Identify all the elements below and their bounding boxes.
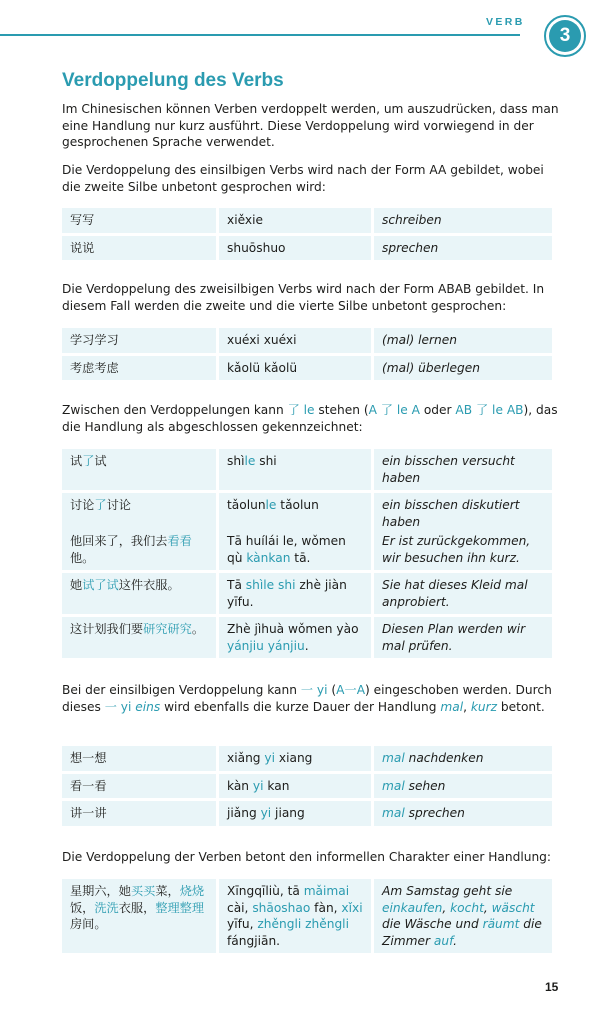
german-cell: (mal) überlegen bbox=[374, 356, 552, 381]
highlight: eins bbox=[135, 699, 161, 714]
chapter-number: 3 bbox=[549, 20, 581, 52]
text: kàn bbox=[227, 778, 253, 793]
text: 他。 bbox=[70, 550, 95, 565]
german-cell: ein bisschen versucht haben bbox=[374, 449, 552, 490]
pinyin-cell: xiěxie bbox=[219, 208, 371, 233]
table-row bbox=[62, 236, 552, 261]
pinyin-cell bbox=[219, 879, 371, 953]
highlight: 一 yi bbox=[104, 699, 136, 714]
chinese-cell: 讲一讲 bbox=[62, 801, 216, 826]
page-number: 15 bbox=[545, 980, 559, 994]
german-cell: ein bisschen diskutiert haben bbox=[374, 493, 552, 534]
german-cell: (mal) lernen bbox=[374, 328, 552, 353]
highlight: 了 bbox=[82, 454, 95, 468]
text: 这计划我们要 bbox=[70, 622, 144, 636]
text: . bbox=[453, 933, 458, 948]
text: ( bbox=[327, 683, 337, 697]
highlight: 整理整理 bbox=[155, 900, 205, 915]
highlight: yi bbox=[264, 751, 276, 765]
chinese-cell: 看一看 bbox=[62, 774, 216, 799]
text: , bbox=[463, 699, 471, 714]
text: jiǎng bbox=[227, 806, 261, 820]
text: xiang bbox=[275, 751, 313, 765]
highlight: kurz bbox=[470, 699, 498, 714]
highlight: A 了 le A bbox=[368, 403, 420, 417]
pinyin-cell bbox=[219, 449, 371, 490]
highlight: mal bbox=[440, 699, 464, 714]
text: sehen bbox=[404, 778, 446, 793]
chinese-cell bbox=[62, 449, 216, 490]
yi-paragraph bbox=[62, 682, 562, 715]
text: die Zimmer bbox=[382, 917, 542, 948]
highlight: 了 le bbox=[287, 403, 315, 417]
text: 讨论 bbox=[70, 498, 95, 512]
table-row bbox=[62, 449, 552, 490]
text: 这件衣服。 bbox=[118, 578, 180, 592]
text: tǎolun bbox=[276, 498, 319, 512]
chinese-cell: 说说 bbox=[62, 236, 216, 261]
text: , bbox=[483, 900, 492, 915]
chinese-cell bbox=[62, 617, 216, 658]
chinese-cell bbox=[62, 573, 216, 614]
table-row bbox=[62, 879, 552, 953]
text: tǎolun bbox=[227, 498, 266, 512]
chinese-cell: 学习学习 bbox=[62, 328, 216, 353]
le-paragraph bbox=[62, 402, 562, 435]
text: Bei der einsilbigen Verdoppelung kann bbox=[62, 683, 301, 697]
text: 她 bbox=[70, 578, 83, 592]
table-row bbox=[62, 328, 552, 353]
text: Am Samstag geht sie bbox=[382, 884, 513, 898]
text: 讨论 bbox=[106, 498, 131, 512]
highlight: le bbox=[265, 498, 277, 512]
text: fàn, bbox=[310, 900, 342, 915]
text: Xīngqīliù, tā bbox=[227, 884, 304, 898]
abab-paragraph: Die Verdoppelung des zweisilbigen Verbs wird nach der Form ABAB gebildet. In diesem Fall werden die zweite und die vierte Silbe unbetont gesprochen: bbox=[62, 282, 545, 313]
text: shì bbox=[227, 454, 245, 468]
pinyin-cell bbox=[219, 529, 371, 570]
intro-paragraph: Im Chinesischen können Verben verdoppelt werden, um auszudrücken, dass man eine Handlung nur kurz ausführt. Diese Verdoppelung wird vorwiegend in der gesprochenen Sprache verwendet. bbox=[62, 102, 559, 149]
chinese-cell: 想一想 bbox=[62, 746, 216, 771]
highlight: mal bbox=[382, 751, 405, 765]
chapter-badge bbox=[544, 15, 586, 57]
text: Zhè jìhuà wǒmen yào bbox=[227, 622, 359, 636]
text: xiǎng bbox=[227, 751, 265, 765]
text: tā. bbox=[290, 550, 311, 565]
highlight: xǐxi bbox=[341, 900, 363, 915]
chinese-cell bbox=[62, 529, 216, 570]
pinyin-cell bbox=[219, 801, 371, 826]
table-row bbox=[62, 573, 552, 614]
highlight: mǎimai bbox=[303, 884, 350, 898]
german-cell bbox=[374, 746, 552, 771]
aa-paragraph: Die Verdoppelung des einsilbigen Verbs wird nach der Form AA gebildet, wobei die zweite Silbe unbetont gesprochen wird: bbox=[62, 163, 544, 194]
text: yīfu, bbox=[227, 917, 258, 931]
chinese-cell bbox=[62, 879, 216, 953]
table-row bbox=[62, 774, 552, 799]
le-table bbox=[59, 446, 555, 537]
highlight: le bbox=[244, 454, 256, 468]
informal-table bbox=[59, 876, 555, 956]
text: 饭， bbox=[70, 900, 95, 915]
highlight: mal bbox=[382, 806, 405, 820]
text: kan bbox=[263, 778, 290, 793]
page-title: Verdoppelung des Verbs bbox=[62, 70, 284, 91]
text: . bbox=[304, 638, 309, 653]
text: 。 bbox=[191, 622, 205, 636]
informal-paragraph: Die Verdoppelung der Verben betont den informellen Charakter einer Handlung: bbox=[62, 850, 552, 864]
highlight: mal bbox=[382, 778, 405, 793]
text: 衣服， bbox=[118, 900, 156, 915]
highlight: zhěngli zhěngli bbox=[257, 917, 349, 931]
text: shi bbox=[255, 454, 277, 468]
pinyin-cell: shuōshuo bbox=[219, 236, 371, 261]
highlight: 了 bbox=[94, 498, 107, 512]
text: 试 bbox=[70, 454, 83, 468]
text: jiang bbox=[271, 806, 305, 820]
text: Tā huílái le, wǒmen qù bbox=[227, 534, 346, 565]
german-cell: schreiben bbox=[374, 208, 552, 233]
highlight: 试了试 bbox=[82, 578, 119, 592]
text: sprechen bbox=[404, 806, 465, 820]
text: , bbox=[442, 900, 451, 915]
table-row bbox=[62, 529, 552, 570]
german-cell: sprechen bbox=[374, 236, 552, 261]
abab-table bbox=[59, 325, 555, 383]
text: ), das die Handlung als abgeschlossen gekennzeichnet: bbox=[62, 403, 558, 434]
highlight: shìle shi bbox=[245, 578, 296, 592]
text: 试 bbox=[94, 454, 107, 468]
highlight: yi bbox=[260, 806, 272, 820]
text: Tā bbox=[227, 578, 246, 592]
highlight: 买买 bbox=[130, 884, 156, 898]
highlight: 洗洗 bbox=[94, 900, 119, 915]
text: die Wäsche und bbox=[382, 917, 483, 931]
chinese-cell: 考虑考虑 bbox=[62, 356, 216, 381]
highlight: yánjiu yánjiu bbox=[227, 638, 305, 653]
highlight: 一 yi bbox=[300, 683, 328, 697]
text: nachdenken bbox=[404, 751, 484, 765]
text: zhè jiàn yīfu. bbox=[227, 578, 347, 609]
aa-table bbox=[59, 205, 555, 263]
text: ) eingeschoben werden. Durch dieses bbox=[62, 683, 552, 714]
german-cell: Sie hat dieses Kleid mal anprobiert. bbox=[374, 573, 552, 614]
text: cài, bbox=[227, 900, 253, 915]
german-cell bbox=[374, 879, 552, 953]
highlight: kocht bbox=[450, 900, 484, 915]
german-cell bbox=[374, 774, 552, 799]
highlight: AB 了 le AB bbox=[455, 403, 524, 417]
german-cell: Diesen Plan werden wir mal prüfen. bbox=[374, 617, 552, 658]
table-row bbox=[62, 356, 552, 381]
german-cell bbox=[374, 801, 552, 826]
text: Zwischen den Verdoppelungen kann bbox=[62, 403, 288, 417]
text: stehen ( bbox=[314, 403, 369, 417]
pinyin-cell bbox=[219, 573, 371, 614]
pinyin-cell bbox=[219, 746, 371, 771]
highlight: A一A bbox=[336, 683, 366, 697]
pinyin-cell bbox=[219, 774, 371, 799]
table-row bbox=[62, 746, 552, 771]
sentence-table bbox=[59, 526, 555, 661]
highlight: 看看 bbox=[167, 534, 192, 548]
highlight: 研究研究 bbox=[143, 622, 192, 636]
text: fángjiān. bbox=[227, 933, 281, 948]
header-rule bbox=[0, 34, 520, 36]
pinyin-cell bbox=[219, 617, 371, 658]
highlight: 烧烧 bbox=[179, 884, 205, 898]
table-row bbox=[62, 208, 552, 233]
highlight: wäscht bbox=[491, 900, 535, 915]
highlight: auf bbox=[433, 933, 454, 948]
yi-table bbox=[59, 743, 555, 829]
highlight: kànkan bbox=[246, 550, 291, 565]
chinese-cell: 写写 bbox=[62, 208, 216, 233]
highlight: einkaufen bbox=[382, 900, 443, 915]
german-cell: Er ist zurückgekommen, wir besuchen ihn kurz. bbox=[374, 529, 552, 570]
text: wird ebenfalls die kurze Dauer der Handlung bbox=[160, 699, 441, 714]
section-label: VERB bbox=[486, 16, 525, 28]
text: 星期六，她 bbox=[70, 884, 131, 898]
text: betont. bbox=[497, 699, 545, 714]
pinyin-cell: kǎolü kǎolü bbox=[219, 356, 371, 381]
text: 他回来了，我们去 bbox=[70, 534, 168, 548]
highlight: shāoshao bbox=[252, 900, 311, 915]
text: 菜， bbox=[155, 884, 180, 898]
text: 房间。 bbox=[70, 917, 107, 931]
text: oder bbox=[419, 403, 456, 417]
table-row bbox=[62, 617, 552, 658]
highlight: räumt bbox=[482, 917, 520, 931]
pinyin-cell: xuéxi xuéxi bbox=[219, 328, 371, 353]
highlight: yi bbox=[252, 778, 264, 793]
table-row bbox=[62, 801, 552, 826]
